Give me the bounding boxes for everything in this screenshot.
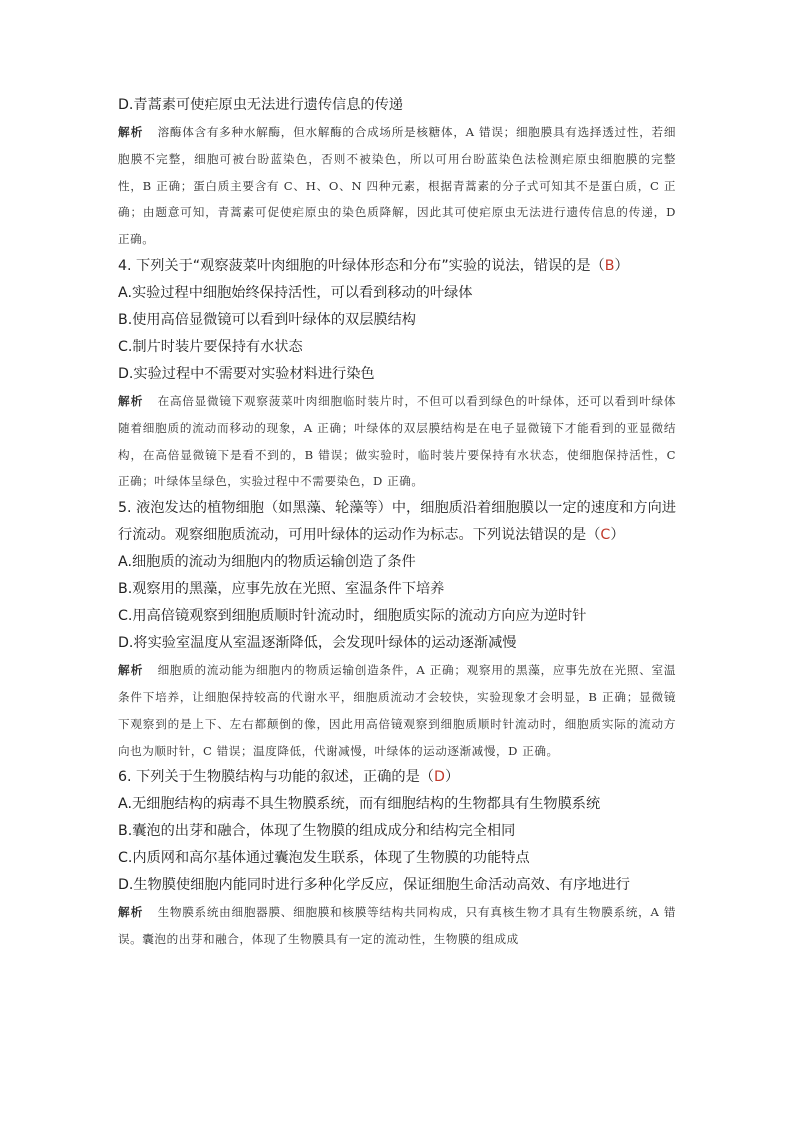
q6-option-b: B.囊泡的出芽和融合，体现了生物膜的组成成分和结构完全相同 [118, 823, 516, 840]
q5-explanation [118, 657, 676, 764]
q3-explanation [118, 119, 676, 253]
q5-stem [118, 495, 676, 549]
q6-stem-text: 6. 下列关于生物膜结构与功能的叙述，正确的是（ [118, 769, 434, 786]
q5-stem-text: 5. 液泡发达的植物细胞（如黑藻、轮藻等）中，细胞质沿着细胞膜以一定的速度和方向进行流动。观察细胞质流动，可用叶绿体的运动作为标志。下列说法错误的是（ [118, 500, 676, 544]
q4-stem [118, 253, 676, 280]
q4-explanation-text: 在高倍显微镜下观察菠菜叶肉细胞临时装片时，不但可以看到绿色的叶绿体，还可以看到叶绿体随着细胞质的流动而移动的现象，A 正确；叶绿体的双层膜结构是在电子显微镜下才能看到的亚显微结构，在高倍显微镜下是看不到的，B 错误；做实验时，临时装片要保持有水状态，使细胞保持活性，C 正确；叶绿体呈绿色，实验过程中不需要染色，D 正确。 [118, 393, 676, 489]
q5-option-c: C.用高倍镜观察到细胞质顺时针流动时，细胞质实际的流动方向应为逆时针 [118, 608, 587, 625]
q4-option-b: B.使用高倍显微镜可以看到叶绿体的双层膜结构 [118, 311, 416, 328]
q5-explanation-text: 细胞质的流动能为细胞内的物质运输创造条件，A 正确；观察用的黑藻，应事先放在光照、室温条件下培养，让细胞保持较高的代谢水平，细胞质流动才会较快，实验现象才会明显，B 正确；显微镜下观察到的是上下、左右都颠倒的像，因此用高倍镜观察到细胞质顺时针流动时，细胞质实际的流动方向也为顺时针，C 错误；温度降低，代谢减慢，叶绿体的运动逐渐减慢，D 正确。 [118, 663, 676, 758]
q4-explanation [118, 388, 676, 495]
q3-option-d: D.青蒿素可使疟原虫无法进行遗传信息的传递 [118, 97, 403, 113]
content-body [118, 92, 676, 953]
q4-option-c: C.制片时装片要保持有水状态 [118, 338, 303, 355]
q3-explanation-text: 溶酶体含有多种水解酶，但水解酶的合成场所是核糖体，A 错误；细胞膜具有选择透过性，若细胞膜不完整，细胞可被台盼蓝染色，否则不被染色，所以可用台盼蓝染色法检测疟原虫细胞膜的完整性，B 正确；蛋白质主要含有 C、H、O、N 四种元素，根据青蒿素的分子式可知其不是蛋白质，C 正确；由题意可知，青蒿素可促使疟原虫的染色质降解，因此其可使疟原虫无法进行遗传信息的传递，D 正确。 [118, 125, 676, 247]
explanation-tag: 解析 [118, 393, 144, 408]
q4-option-a: A.实验过程中细胞始终保持活性，可以看到移动的叶绿体 [118, 284, 473, 301]
q4-stem-text: 4. 下列关于“观察菠菜叶肉细胞的叶绿体形态和分布”实验的说法，错误的是（ [118, 257, 605, 274]
q5-stem-close: ） [610, 527, 625, 544]
q6-answer: D [434, 769, 445, 786]
q6-explanation [118, 899, 676, 953]
q6-stem-close: ） [444, 769, 460, 786]
q6-stem [118, 764, 676, 791]
q5-answer: C [600, 527, 611, 544]
q5-option-a: A.细胞质的流动为细胞内的物质运输创造了条件 [118, 554, 416, 571]
explanation-tag: 解析 [118, 125, 144, 139]
q6-explanation-text: 生物膜系统由细胞器膜、细胞膜和核膜等结构共同构成，只有真核生物才具有生物膜系统，A 错误。囊泡的出芽和融合，体现了生物膜具有一定的流动性，生物膜的组成成 [118, 905, 676, 947]
q6-option-c: C.内质网和高尔基体通过囊泡发生联系，体现了生物膜的功能特点 [118, 850, 530, 867]
q5-option-b: B.观察用的黑藻，应事先放在光照、室温条件下培养 [118, 581, 445, 598]
explanation-tag: 解析 [118, 663, 144, 678]
explanation-tag: 解析 [118, 905, 144, 920]
q6-option-d: D.生物膜使细胞内能同时进行多种化学反应，保证细胞生命活动高效、有序地进行 [118, 877, 630, 894]
q6-option-a: A.无细胞结构的病毒不具生物膜系统，而有细胞结构的生物都具有生物膜系统 [118, 796, 601, 813]
q4-stem-close: ） [614, 257, 629, 274]
q4-option-d: D.实验过程中不需要对实验材料进行染色 [118, 365, 375, 382]
q5-option-d: D.将实验室温度从室温逐渐降低，会发现叶绿体的运动逐渐减慢 [118, 635, 517, 652]
q4-answer: B [604, 257, 615, 274]
